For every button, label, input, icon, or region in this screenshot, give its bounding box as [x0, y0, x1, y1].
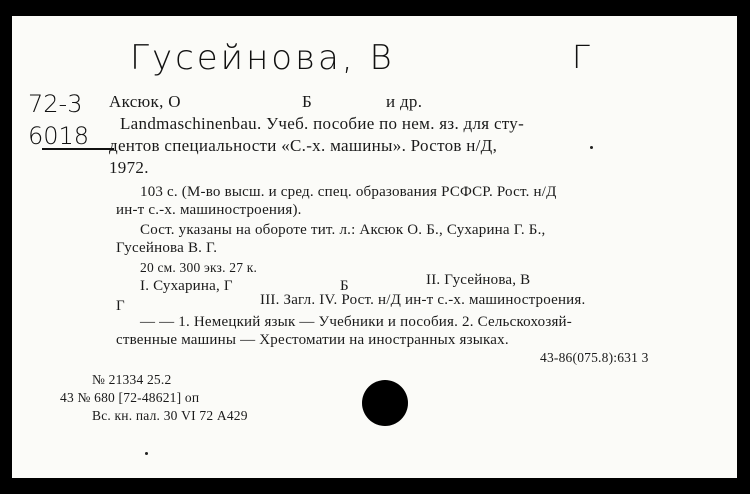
handwritten-letter: Г [572, 38, 590, 76]
subject-line: — — 1. Немецкий язык — Учебники и пособия. 2. Сельскохозяй- [140, 314, 572, 330]
tracing-3: III. Загл. IV. Рост. н/Д ин-т с.-х. машиностроения. [260, 292, 586, 308]
author-etal: и др. [386, 92, 423, 111]
desc-line: Сост. указаны на обороте тит. л.: Аксюк О. Б., Сухарина Г. Б., [140, 222, 546, 238]
punch-hole [362, 380, 408, 426]
footer-line: № 21334 25.2 [92, 372, 172, 387]
desc-line: 103 с. (М-во высш. и сред. спец. образования РСФСР. Рост. н/Д [140, 184, 557, 200]
desc-line: 20 см. 300 экз. 27 к. [140, 260, 258, 275]
tracing-1: I. Сухарина, Г [140, 278, 233, 294]
shelf-mark-top: 72-3 [28, 90, 83, 118]
tracing-2-initial: Г [116, 298, 125, 314]
desc-line: Гусейнова В. Г. [116, 240, 218, 256]
footer-line: Вс. кн. пал. 30 VI 72 А429 [92, 408, 248, 423]
handwritten-name: Гусейнова, В [130, 38, 395, 78]
catalog-card [12, 16, 737, 478]
scan-speck [590, 146, 593, 149]
shelf-mark-bottom: 6018 [28, 122, 90, 150]
author-initial: Б [302, 92, 313, 111]
title-line: 1972. [109, 158, 149, 177]
subject-line: ственные машины — Хрестоматии на иностранных языках. [116, 332, 509, 348]
title-line: Landmaschinenbau. Учеб. пособие по нем. яз. для сту- [120, 114, 525, 133]
tracing-2: II. Гусейнова, В [426, 272, 531, 288]
title-line: дентов специальности «С.-х. машины». Ростов н/Д, [109, 136, 498, 155]
tracing-1-initial: Б [340, 278, 349, 294]
desc-line: ин-т с.-х. машиностроения). [116, 202, 302, 218]
footer-line: 43 № 680 [72-48621] оп [60, 390, 200, 405]
classification: 43-86(075.8):631 3 [540, 350, 649, 365]
scan-speck [145, 452, 148, 455]
author: Аксюк, О [109, 92, 181, 111]
